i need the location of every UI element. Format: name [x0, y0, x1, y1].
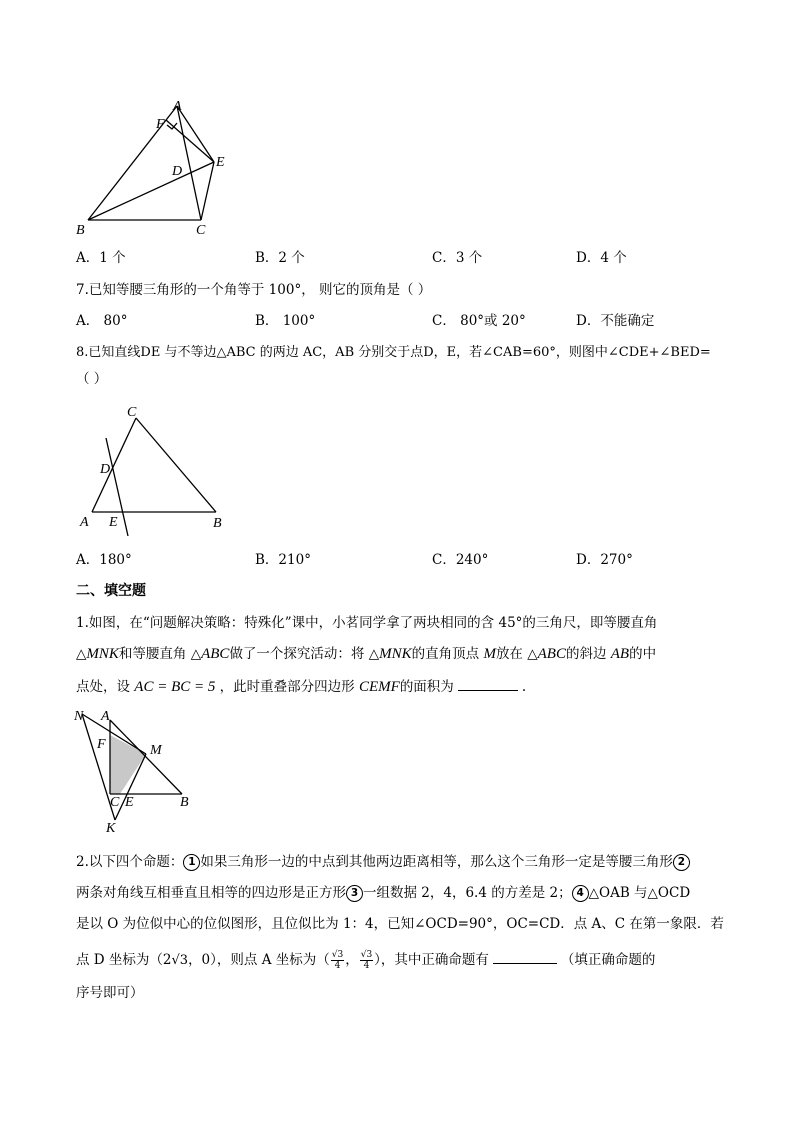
q8-option-b: B．210°: [255, 552, 311, 568]
fig8-label-B: B: [213, 516, 222, 531]
q6-option-b: B．2 个: [255, 250, 305, 266]
fill2-line4: 点 D 坐标为（2√3，0），则点 A 坐标为（ $\frac{√3}{4}$ ， $\frac{√3}{4}$ ），其中正确命题有 （填正确命题的: [76, 950, 656, 971]
fig8-label-C: C: [127, 405, 137, 420]
fill1-line1: 1.如图，在“问题解决策略：特殊化”课中，小茗同学拿了两块相同的含 45°的三角尺，即等腰直角: [76, 615, 658, 631]
fig1-label-A: A: [173, 99, 182, 114]
fig8-label-D: D: [100, 462, 111, 477]
fill2-line2: 两条对角线互相垂直且相等的四边形是正方形 3 一组数据 2，4，6.4 的方差是 2； 4 △OAB 与△OCD: [76, 885, 691, 901]
fill1-fig-label-A: A: [101, 709, 110, 724]
fill1-fig-label-B: B: [180, 795, 189, 810]
q7-option-d: D．不能确定: [576, 313, 655, 329]
figure-fill1-diagram: [70, 706, 200, 836]
q7-option-c: C． 80°或 20°: [432, 313, 526, 329]
q7-option-a: A． 80°: [76, 313, 128, 329]
q7-option-b: B． 100°: [255, 313, 316, 329]
fig1-label-E: E: [216, 155, 225, 170]
fill1-fig-label-N: N: [74, 709, 84, 724]
fig1-label-B: B: [76, 223, 85, 238]
circled-number-4: 4: [572, 885, 589, 902]
q6-option-a: A．1 个: [76, 250, 126, 266]
q8-option-c: C．240°: [432, 552, 489, 568]
q7-stem: 7.已知等腰三角形的一个角等于 100°， 则它的顶角是（ ）: [76, 282, 432, 298]
circled-number-2: 2: [673, 854, 690, 871]
q6-option-c: C．3 个: [432, 250, 483, 266]
figure-1-diagram: [74, 96, 244, 241]
q8-stem-line1: 8.已知直线DE 与不等边△ABC 的两边 AC，AB 分别交于点D，E，若∠CAB=60°，则图中∠CDE+∠BED=: [76, 345, 711, 360]
q8-stem-line2: （ ）: [76, 371, 108, 387]
figure-q8-diagram: [76, 404, 236, 536]
fig8-label-E: E: [109, 515, 118, 530]
fill1-line2: △MNK和等腰直角 △ABC做了一个探究活动：将 △MNK的直角顶点 M放在 △ABC的斜边 AB的中: [76, 646, 657, 662]
q8-option-a: A．180°: [76, 552, 132, 568]
fig1-label-D: D: [172, 164, 183, 179]
fill1-answer-blank: [458, 676, 518, 691]
circled-number-3: 3: [346, 885, 363, 902]
fill2-answer-blank: [493, 949, 557, 964]
q6-option-d: D．4 个: [576, 250, 627, 266]
fill2-line3: 是以 O 为位似中心的位似图形，且位似比为 1：4，已知∠OCD=90°，OC=CD．点 A、C 在第一象限．若: [76, 916, 724, 932]
fig8-label-A: A: [80, 515, 89, 530]
fill1-fig-label-M: M: [150, 743, 162, 758]
fill1-fig-label-K: K: [106, 821, 116, 836]
fill1-line3: 点处，设 AC = BC = 5 ，此时重叠部分四边形 CEMF的面积为 .: [76, 676, 526, 696]
fraction-sqrt3-over-4-second: $\frac{√3}{4}$: [360, 950, 373, 971]
fig1-label-F: F: [156, 117, 165, 132]
fill1-fig-label-F: F: [97, 737, 106, 752]
fill1-fig-label-C: C: [110, 795, 120, 810]
fig1-label-C: C: [196, 223, 206, 238]
fill1-fig-label-E: E: [125, 795, 134, 810]
section-2-title: 二、填空题: [76, 583, 146, 599]
q8-option-d: D．270°: [576, 552, 633, 568]
fraction-sqrt3-over-4-first: $\frac{√3}{4}$: [331, 950, 344, 971]
fill2-line5: 序号即可）: [76, 985, 144, 1001]
fill2-line1: 2.以下四个命题： 1 如果三角形一边的中点到其他两边距离相等，那么这个三角形一定是等腰三角形 2: [76, 853, 690, 871]
circled-number-1: 1: [183, 854, 200, 871]
